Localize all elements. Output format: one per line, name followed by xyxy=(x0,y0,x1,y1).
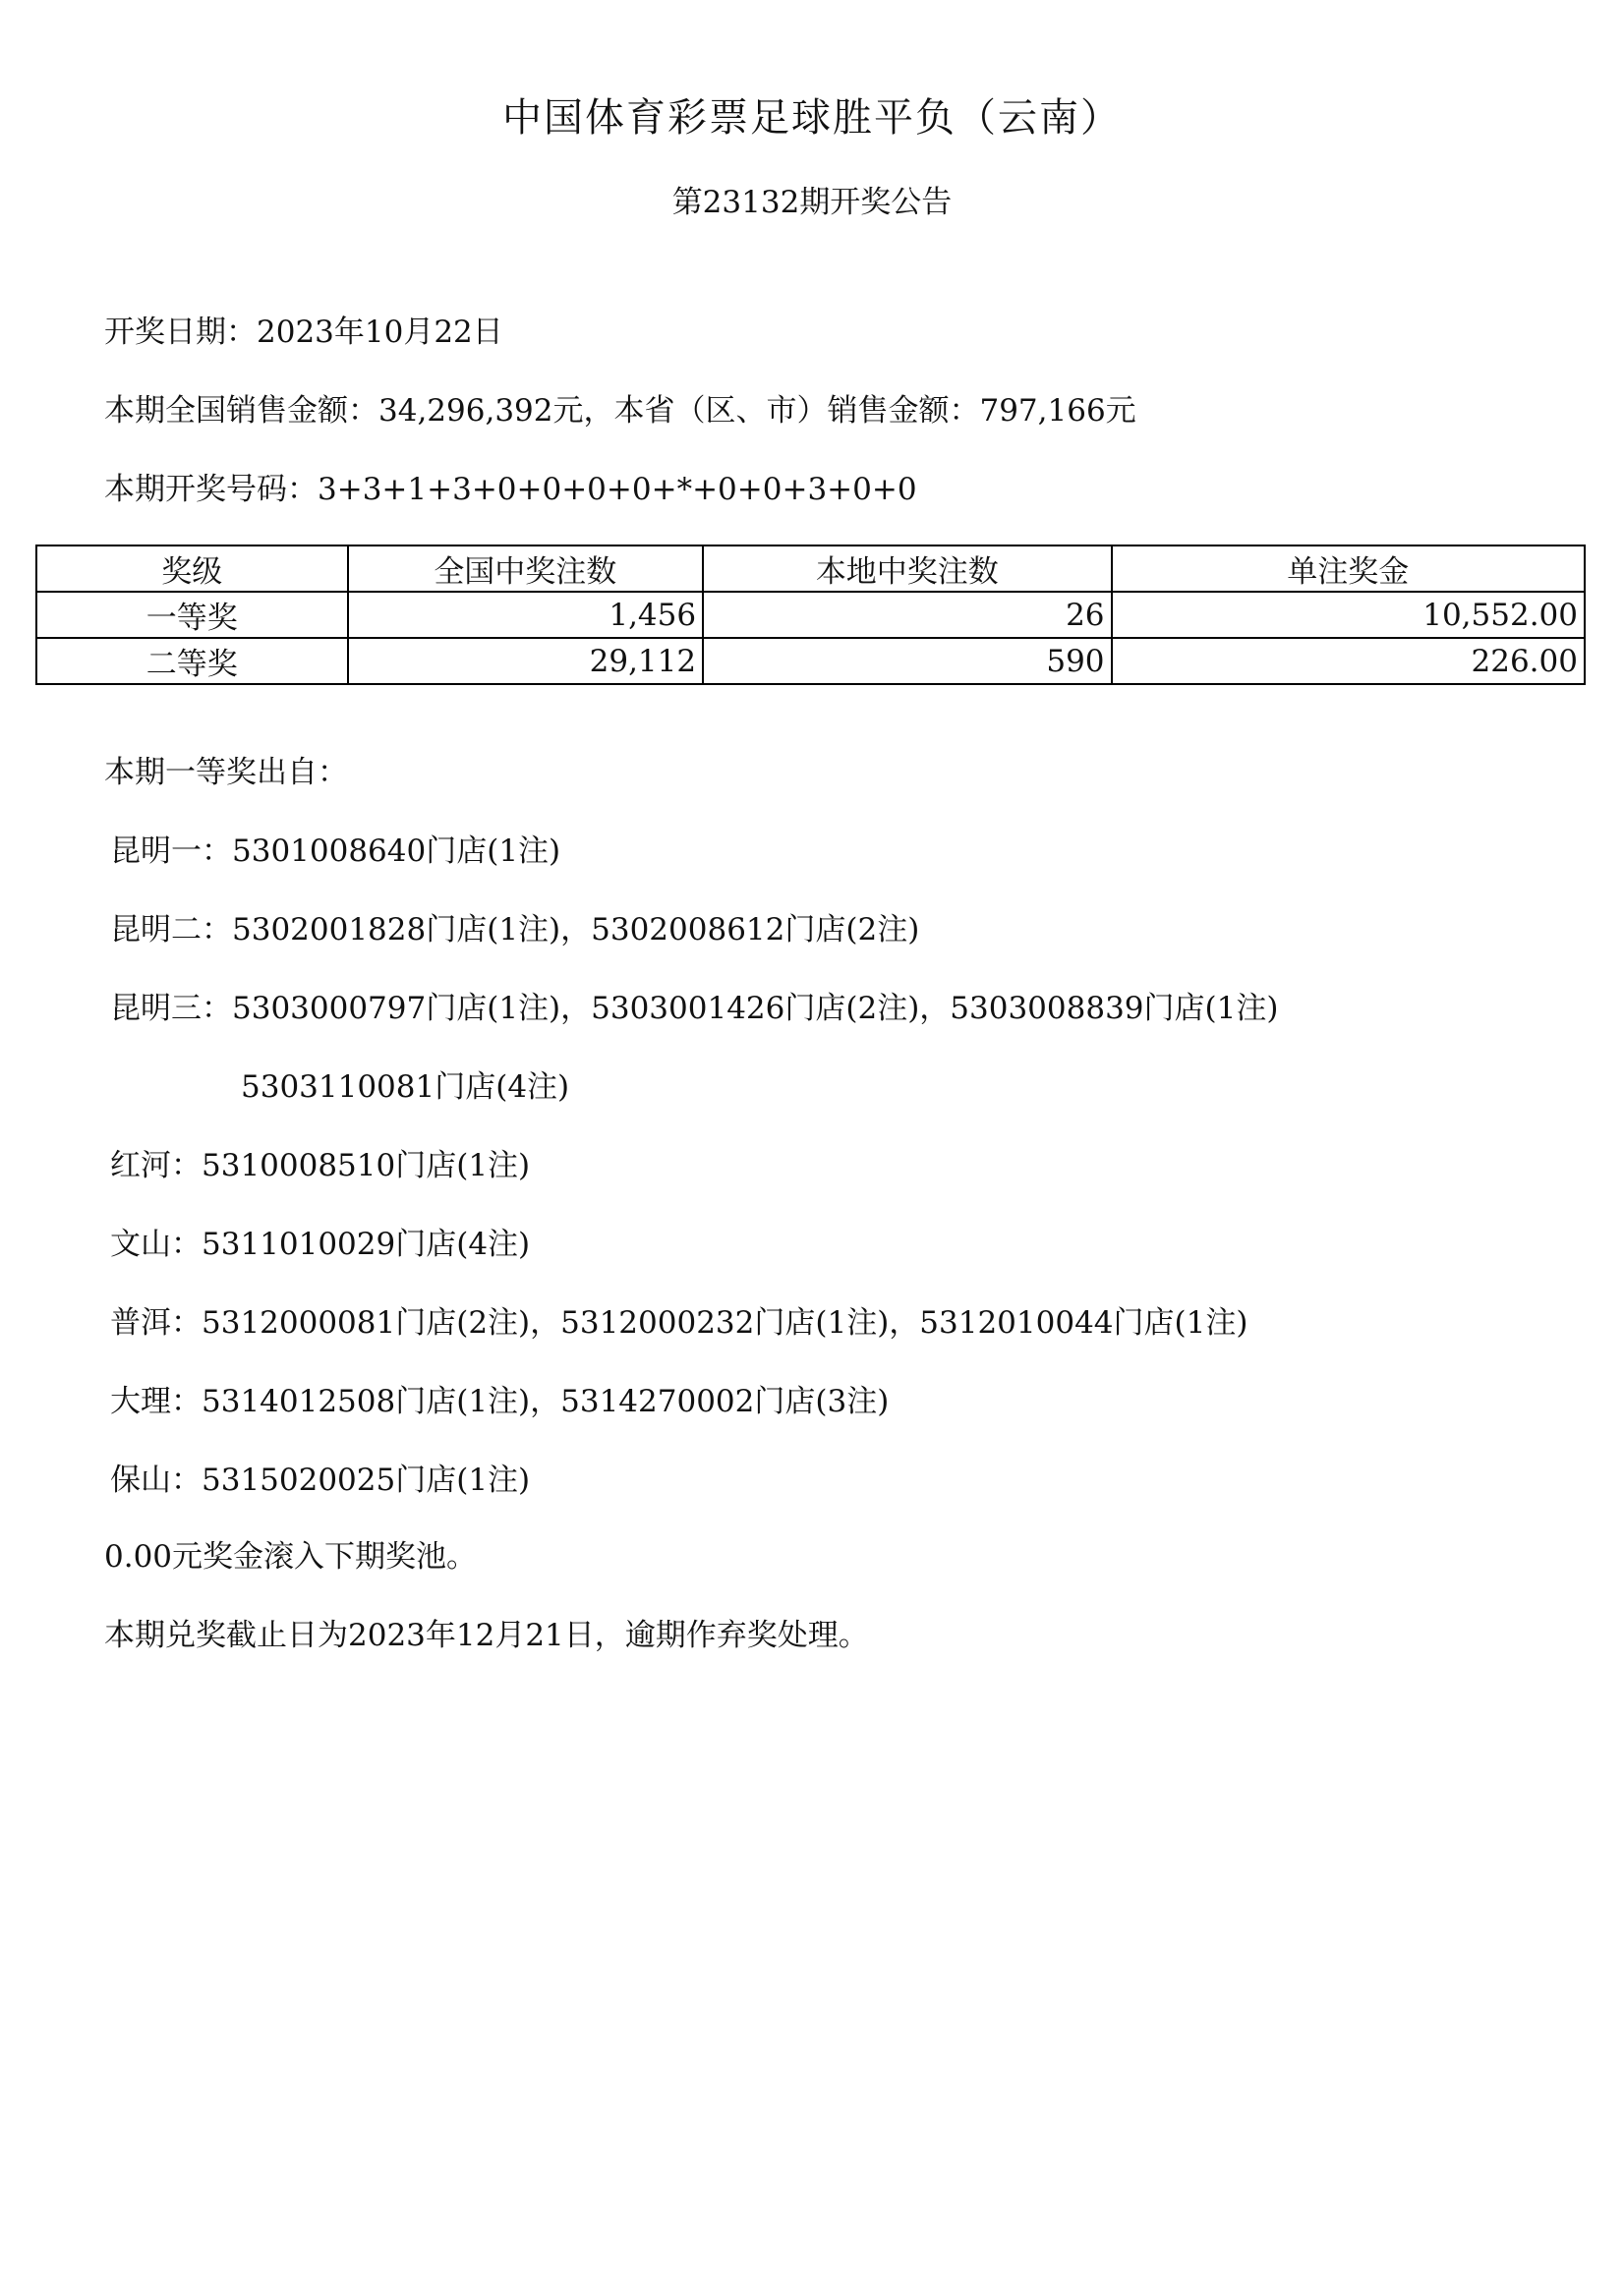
table-row xyxy=(36,638,1585,684)
page-title: 中国体育彩票足球胜平负（云南） xyxy=(502,95,1122,141)
prize-amount: 226.00 xyxy=(1112,638,1585,684)
prize-level: 一等奖 xyxy=(36,592,348,638)
winner-line: 红河：5310008510门店(1注) xyxy=(110,1148,531,1183)
winner-line: 昆明三：5303000797门店(1注)，5303001426门店(2注)，5303008839门店(1注) xyxy=(110,991,1279,1026)
winner-line: 昆明一：5301008640门店(1注) xyxy=(110,833,561,869)
column-header: 单注奖金 xyxy=(1112,545,1585,592)
column-header: 全国中奖注数 xyxy=(348,545,704,592)
sales-amount: 本期全国销售金额：34,296,392元，本省（区、市）销售金额：797,166元 xyxy=(104,393,1136,429)
winner-line: 普洱：5312000081门店(2注)，5312000232门店(1注)，5312010044门店(1注) xyxy=(110,1305,1248,1341)
winner-line: 昆明二：5302001828门店(1注)，5302008612门店(2注) xyxy=(110,912,920,947)
issue-subtitle: 第23132期开奖公告 xyxy=(671,185,953,220)
winner-line: 保山：5315020025门店(1注) xyxy=(110,1463,531,1498)
winner-line: 大理：5314012508门店(1注)，5314270002门店(3注) xyxy=(110,1384,890,1419)
national-winners: 29,112 xyxy=(348,638,704,684)
prize-amount: 10,552.00 xyxy=(1112,592,1585,638)
column-header: 本地中奖注数 xyxy=(703,545,1111,592)
local-winners: 590 xyxy=(703,638,1111,684)
winner-line: 5303110081门店(4注) xyxy=(241,1069,570,1105)
table-row xyxy=(36,592,1585,638)
winner-line: 文山：5311010029门店(4注) xyxy=(110,1227,531,1262)
rollover-note: 0.00元奖金滚入下期奖池。 xyxy=(104,1539,478,1575)
deadline-note: 本期兑奖截止日为2023年12月21日，逾期作弃奖处理。 xyxy=(104,1618,869,1653)
local-winners: 26 xyxy=(703,592,1111,638)
winners-heading: 本期一等奖出自： xyxy=(104,755,348,790)
national-winners: 1,456 xyxy=(348,592,704,638)
prize-level: 二等奖 xyxy=(36,638,348,684)
column-header: 奖级 xyxy=(36,545,348,592)
prize-table xyxy=(35,545,1586,685)
draw-date: 开奖日期：2023年10月22日 xyxy=(104,315,503,350)
draw-numbers: 本期开奖号码：3+3+1+3+0+0+0+0+*+0+0+3+0+0 xyxy=(104,472,917,507)
table-header-row xyxy=(36,545,1585,592)
